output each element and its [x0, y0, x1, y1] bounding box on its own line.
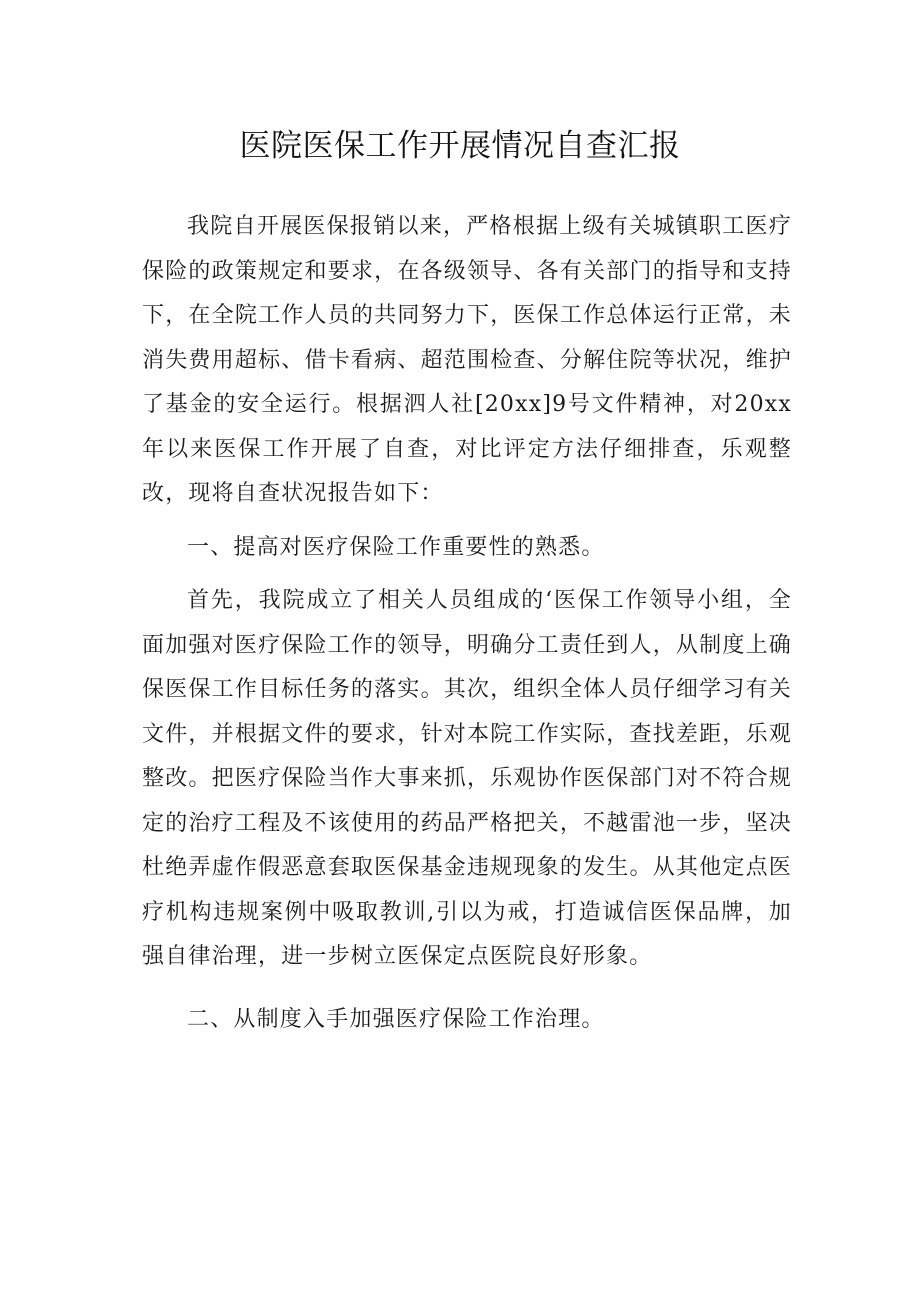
- paragraph-section-1: 首先，我院成立了相关人员组成的‘医保工作领导小组，全面加强对医疗保险工作的领导，明确分工责任到人，从制度上确保医保工作目标任务的落实。其次，组织全体人员仔细学习有关文件，并根据文件的要求，针对本院工作实际，查找差距，乐观整改。把医疗保险当作大事来抓，乐观协作医保部门对不符合规定的治疗工程及不该使用的药品严格把关，不越雷池一步，坚决杜绝弄虚作假恶意套取医保基金违规现象的发生。从其他定点医疗机构违规案例中吸取教训,引以为戒，打造诚信医保品牌，加强自律治理，进一步树立医保定点医院良好形象。: [142, 588, 792, 969]
- document-body: [142, 205, 792, 1042]
- document-title: 医院医保工作开展情况自查汇报: [239, 128, 681, 164]
- section-heading-2: 二、从制度入手加强医疗保险工作治理。: [187, 1006, 605, 1032]
- paragraph-intro: 我院自开展医保报销以来，严格根据上级有关城镇职工医疗保险的政策规定和要求，在各级领导、各有关部门的指导和支持下，在全院工作人员的共同努力下，医保工作总体运行正常，未消失费用超标、借卡看病、超范围检查、分解住院等状况，维护了基金的安全运行。根据泗人社[20xx]9号文件精神，对20xx年以来医保工作开展了自查，对比评定方法仔细排查，乐观整改，现将自查状况报告如下：: [142, 214, 792, 506]
- section-heading-1: 一、提高对医疗保险工作重要性的熟悉。: [187, 534, 605, 560]
